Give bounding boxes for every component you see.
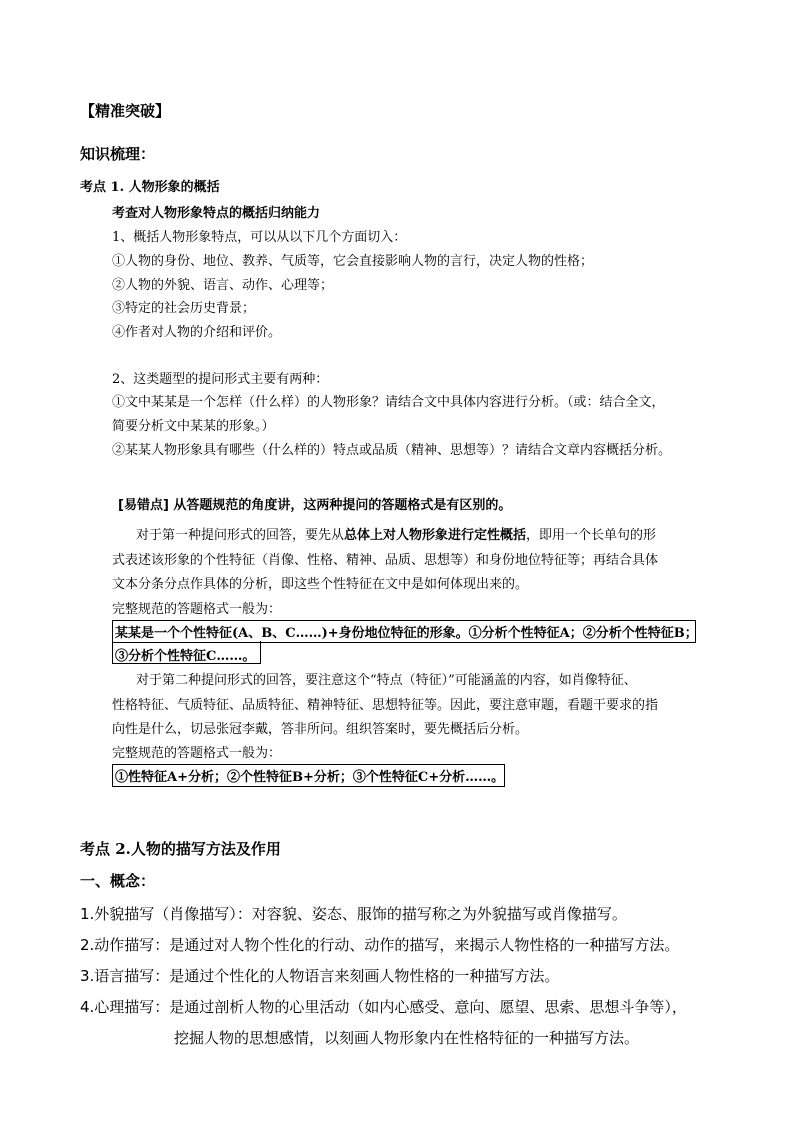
format-1-line-2: ③分析个性特征C……。	[115, 649, 256, 664]
paragraph-1-line-1	[136, 524, 656, 543]
format-1-line-1: 某某是一个个性特征(A、B、C……)+身份地位特征的形象。①分析个性特征A；②分析个性特征B；	[115, 626, 698, 641]
paragraph-2-line-3: 向性是什么，切忌张冠李戴，答非所问。组织答案时，要先概括后分析。	[112, 722, 529, 737]
question-2: ②某某人物形象具有哪些（什么样的）特点或品质（精神、思想等）？请结合文章内容概括分析。	[112, 443, 672, 458]
method-2: 2.动作描写：是通过对人物个性化的行动、动作的描写，来揭示人物性格的一种描写方法。	[80, 936, 680, 954]
format-label-2: 完整规范的答题格式一般为：	[112, 746, 282, 761]
paragraph-1-text-a: 对于第一种提问形式的回答，要先从	[136, 528, 345, 543]
section-heading: 【精准突破】	[80, 102, 171, 120]
question-intro: 2、这类题型的提问形式主要有两种：	[112, 372, 329, 387]
point1-item-1: ①人物的身份、地位、教养、气质等，它会直接影响人物的言行，决定人物的性格；	[112, 254, 594, 269]
concept-heading: 一、概念：	[80, 872, 156, 890]
easy-mistake-note	[118, 494, 511, 513]
paragraph-1-emphasis: 总体上对人物形象进行定性概括	[344, 528, 527, 543]
easy-mistake-text: 从答题规范的角度讲，这两种提问的答题格式是有区别的。	[173, 498, 512, 513]
paragraph-2-line-2: 性格特征、气质特征、品质特征、精神特征、思想特征等。因此，要注意审题，看题干要求的指	[112, 698, 659, 713]
point2-title: 考点 2.人物的描写方法及作用	[80, 840, 281, 858]
knowledge-heading: 知识梳理：	[80, 145, 156, 163]
point1-item-3: ③特定的社会历史背景；	[112, 301, 256, 316]
question-1-line-1: ①文中某某是一个怎样（什么样）的人物形象？请结合文中具体内容进行分析。（或：结合全文，	[112, 395, 665, 410]
paragraph-1-line-2: 式表述该形象的个性特征（肖像、性格、精神、品质、思想等）和身份地位特征等；再结合具体	[112, 553, 659, 568]
paragraph-1-line-3: 文本分条分点作具体的分析，即这些个性特征在文中是如何体现出来的。	[112, 577, 529, 592]
format-label-1: 完整规范的答题格式一般为：	[112, 602, 282, 617]
easy-mistake-label: [易错点]	[118, 498, 169, 513]
method-3: 3.语言描写：是通过个性化的人物语言来刻画人物性格的一种描写方法。	[80, 967, 560, 985]
point1-title: 考点 1. 人物形象的概括	[80, 180, 220, 195]
point1-item-2: ②人物的外貌、语言、动作、心理等；	[112, 278, 334, 293]
paragraph-2-line-1: 对于第二种提问形式的回答，要注意这个“特点（特征）”可能涵盖的内容，如肖像特征、	[136, 673, 637, 688]
point1-item-4: ④作者对人物的介绍和评价。	[112, 325, 282, 340]
question-1-line-2: 简要分析文中某某的形象。）	[112, 419, 275, 434]
format-2: ①性特征A+分析；②个性特征B+分析；③个性特征C+分析……。	[115, 770, 505, 785]
point1-subtitle: 考查对人物形象特点的概括归纳能力	[112, 206, 321, 221]
method-4-line-2: 挖掘人物的思想感情，以刻画人物形象内在性格特征的一种描写方法。	[174, 1029, 640, 1047]
paragraph-1-text-c: ，即用一个长单句的形	[526, 528, 657, 543]
method-4-line-1: 4.心理描写：是通过剖析人物的心里活动（如内心感受、意向、愿望、思索、思想斗争等），	[80, 998, 687, 1016]
point1-intro: 1、概括人物形象特点，可以从以下几个方面切入：	[112, 230, 407, 245]
method-1: 1.外貌描写（肖像描写）：对容貌、姿态、服饰的描写称之为外貌描写或肖像描写。	[80, 905, 627, 923]
